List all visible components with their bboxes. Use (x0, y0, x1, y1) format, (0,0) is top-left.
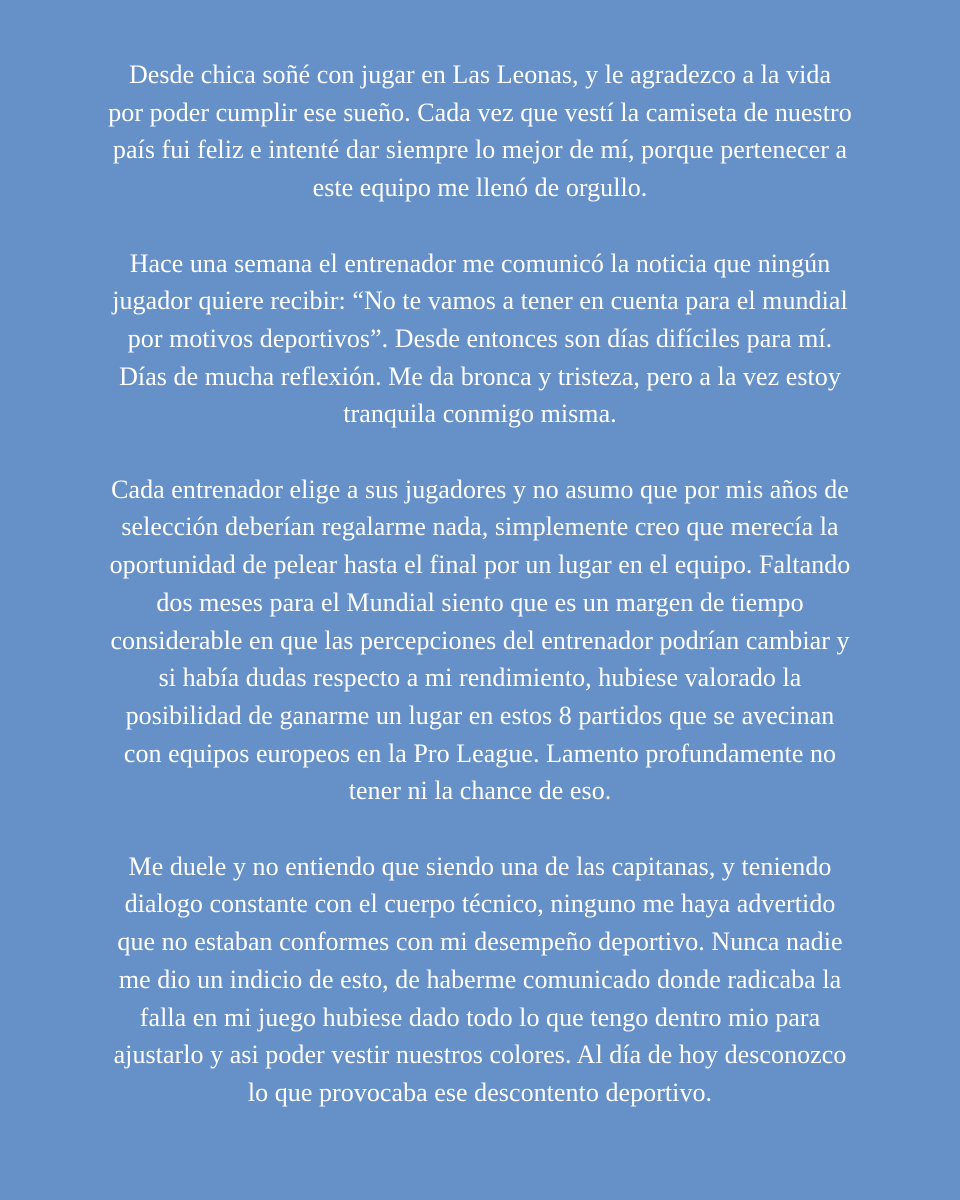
paragraph-3-line-4: dos meses para el Mundial siento que es un margen de tiempo (156, 587, 804, 617)
paragraph-4-line-3: que no estaban conformes con mi desempeño deportivo. Nunca nadie (117, 927, 843, 957)
paragraph-gap (70, 810, 890, 848)
paragraph-2-line-2: jugador quiere recibir: “No te vamos a tener en cuenta para el mundial (112, 286, 848, 316)
paragraph-2-line-1: Hace una semana el entrenador me comunicó la noticia que ningún (129, 248, 831, 278)
paragraph-3-line-5: considerable en que las percepciones del entrenador podrían cambiar y (110, 625, 850, 655)
paragraph-2-line-3: por motivos deportivos”. Desde entonces son días difíciles para mí. (127, 323, 833, 353)
paragraph-3 (70, 471, 890, 810)
paragraph-4-line-7: lo que provocaba ese descontento deportivo. (247, 1077, 713, 1107)
paragraph-gap (70, 433, 890, 471)
paragraph-4-line-2: dialogo constante con el cuerpo técnico, ninguno me haya advertido (124, 889, 836, 919)
paragraph-2 (70, 245, 890, 434)
paragraph-1-line-4: este equipo me llenó de orgullo. (312, 173, 648, 203)
paragraph-4-line-5: falla en mi juego hubiese dado todo lo que tengo dentro mio para (139, 1002, 821, 1032)
paragraph-3-line-9: tener ni la chance de eso. (348, 776, 612, 806)
paragraph-gap (70, 207, 890, 245)
paragraph-4-line-4: me dio un indicio de esto, de haberme comunicado donde radicaba la (118, 964, 842, 994)
paragraph-3-line-1: Cada entrenador elige a sus jugadores y no asumo que por mis años de (111, 474, 849, 504)
paragraph-1-line-1: Desde chica soñé con jugar en Las Leonas, y le agradezco a la vida (128, 60, 832, 89)
paragraph-2-line-4: Días de mucha reflexión. Me da bronca y tristeza, pero a la vez estoy (119, 361, 841, 391)
paragraph-3-line-2: selección deberían regalarme nada, simplemente creo que merecía la (121, 512, 839, 542)
paragraph-4-line-6: ajustarlo y asi poder vestir nuestros colores. Al día de hoy desconozco (113, 1040, 847, 1070)
paragraph-3-line-6: si había dudas respecto a mi rendimiento, hubiese valorado la (158, 663, 802, 693)
paragraph-4 (70, 848, 890, 1112)
paragraph-4-line-1: Me duele y no entiendo que siendo una de las capitanas, y teniendo (128, 851, 832, 881)
paragraph-1-line-2: por poder cumplir ese sueño. Cada vez que vestí la camiseta de nuestro (108, 97, 852, 127)
paragraph-3-line-3: oportunidad de pelear hasta el final por un lugar en el equipo. Faltando (109, 550, 851, 580)
paragraph-3-line-8: con equipos europeos en la Pro League. Lamento profundamente no (123, 738, 837, 768)
paragraph-3-line-7: posibilidad de ganarme un lugar en estos 8 partidos que se avecinan (125, 700, 835, 730)
paragraph-2-line-5: tranquila conmigo misma. (343, 399, 617, 429)
paragraph-1 (70, 56, 890, 207)
paragraph-1-line-3: país fui feliz e intenté dar siempre lo mejor de mí, porque pertenecer a (112, 135, 848, 165)
